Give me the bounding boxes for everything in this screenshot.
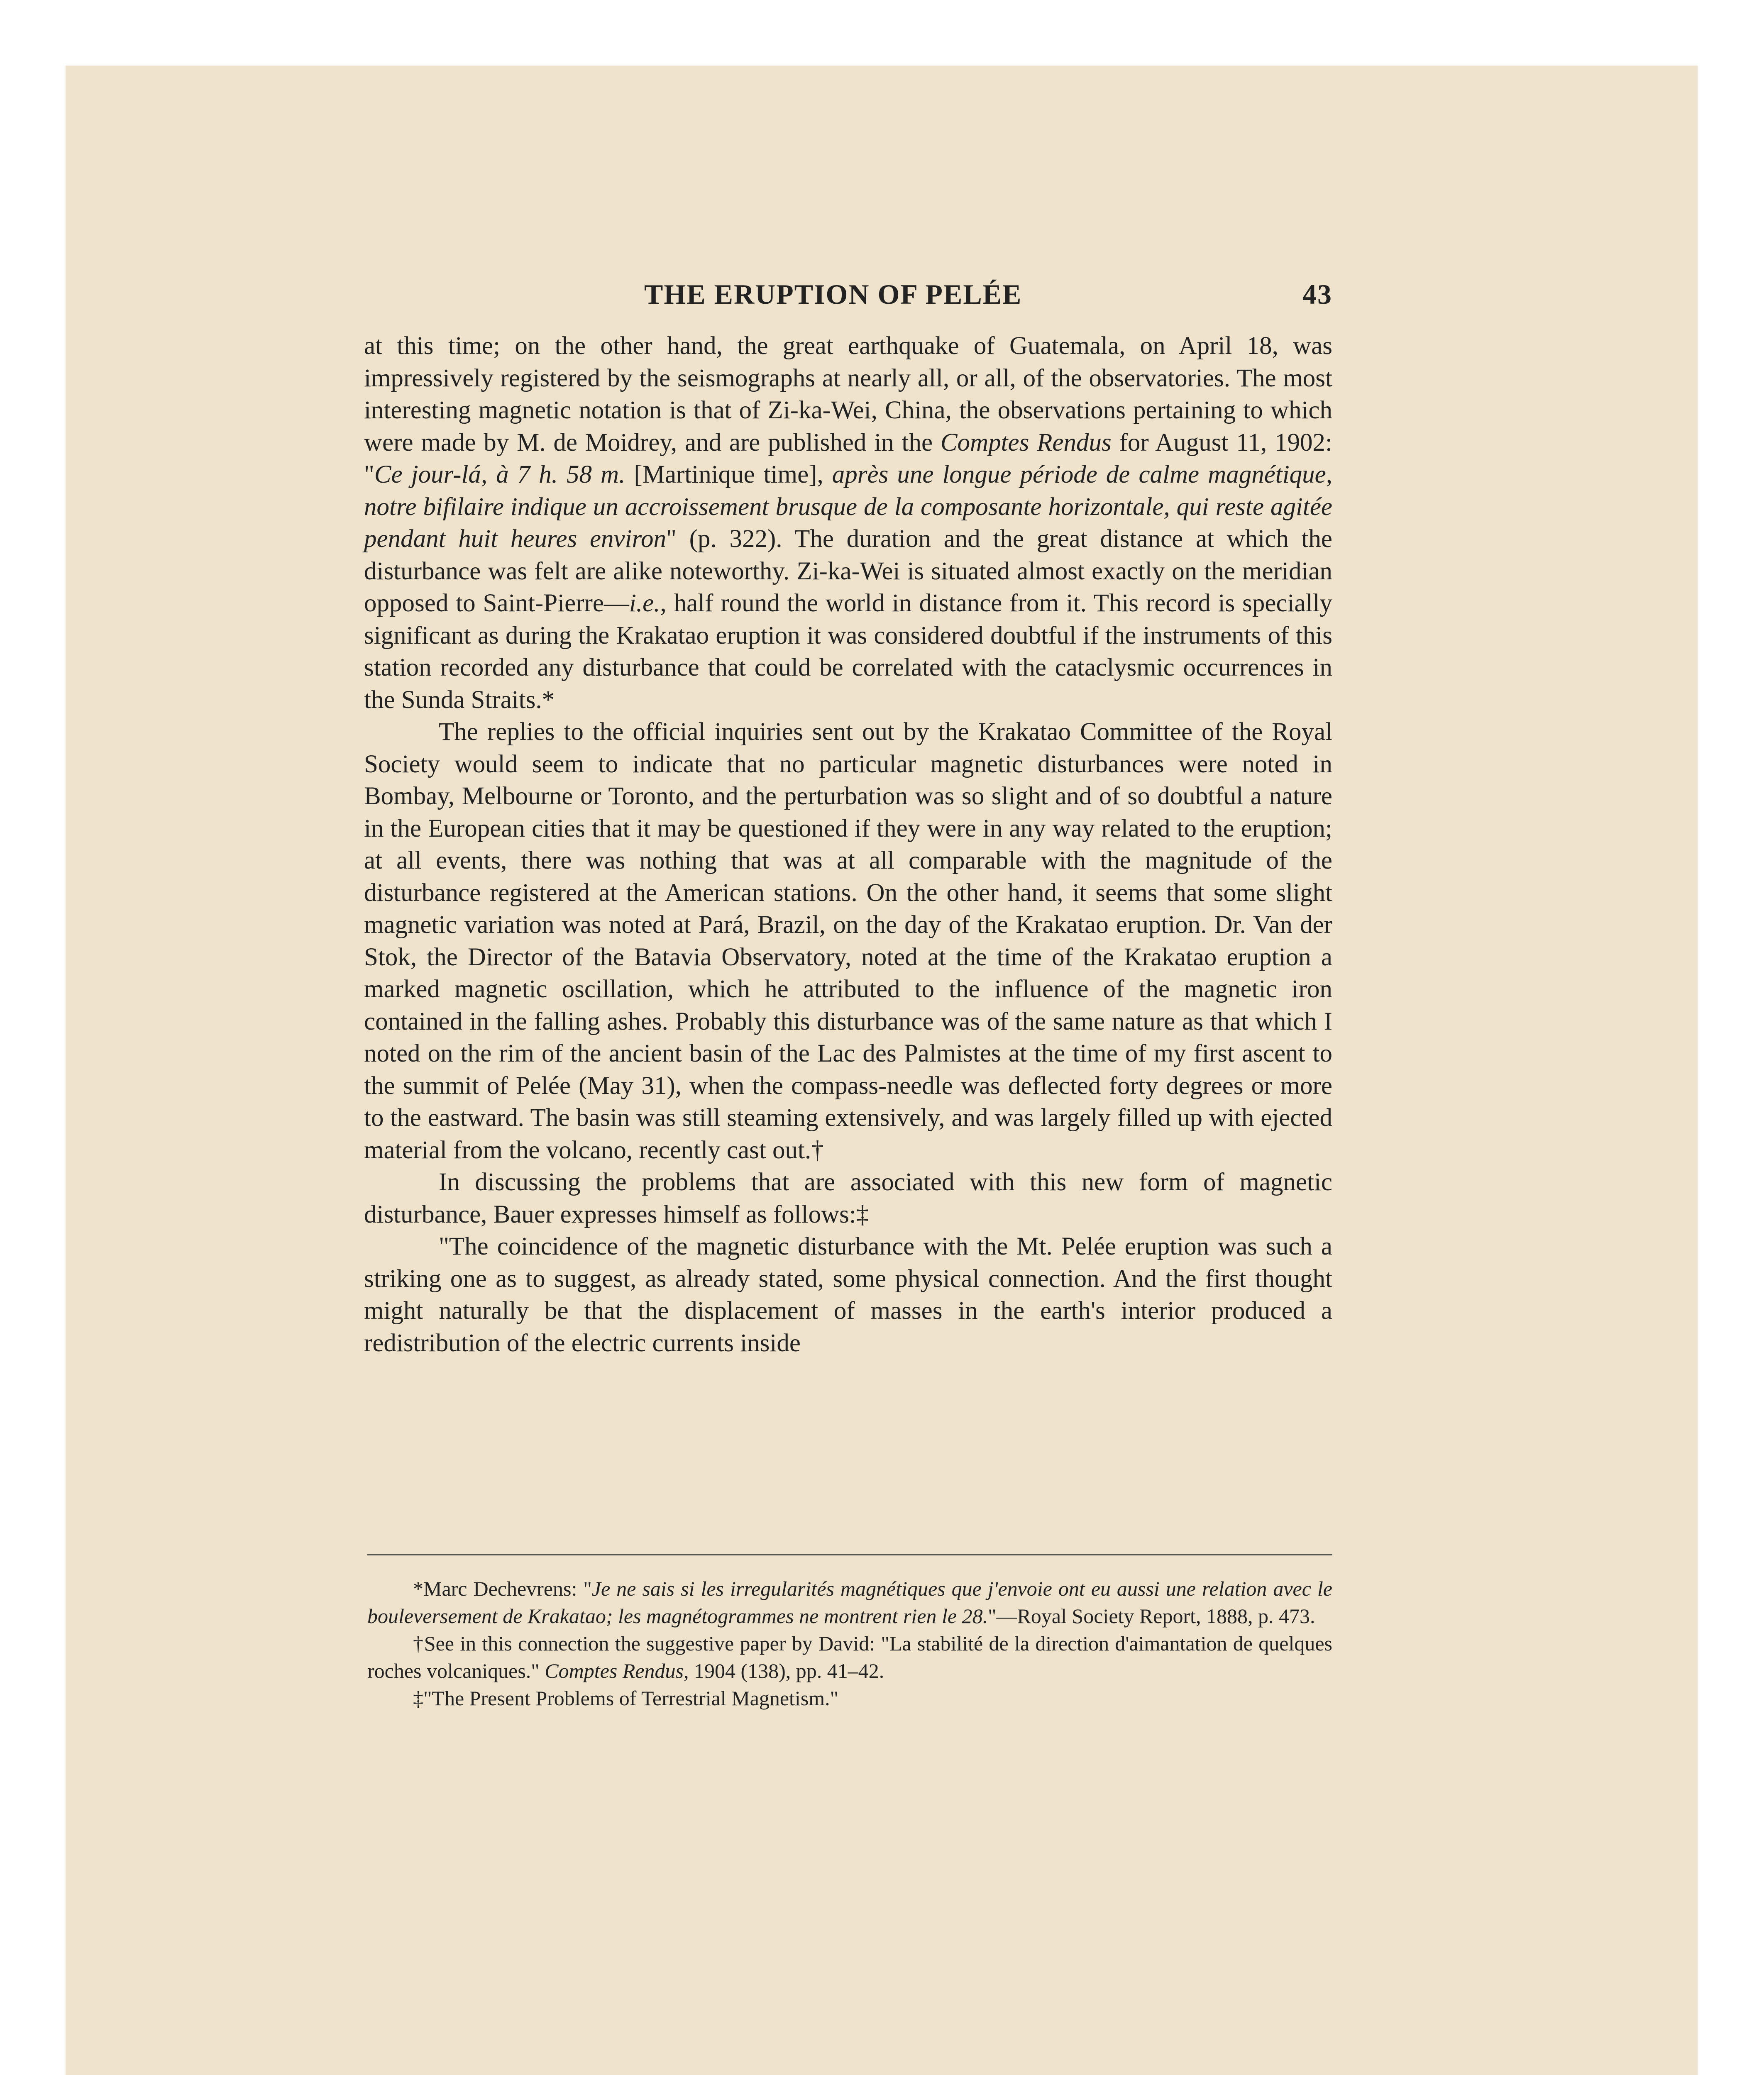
text-run: , half round the world in distance from it. This record is specially significant as during the Krakatao eruption it was considered doubtful if the instruments of this station recorded any disturbance that could be correlated with the cataclysmic occurrences in the Sunda Straits.* — [364, 589, 1332, 714]
text-run: In discussing the problems that are associated with this new form of magnetic disturbance, Bauer expresses himself as follows:‡ — [364, 1168, 1332, 1228]
paragraph — [364, 1166, 1332, 1230]
text-run: "—Royal Society Report, 1888, p. 473. — [988, 1604, 1315, 1628]
footnotes — [367, 1575, 1332, 1712]
text-run: [Martinique time], — [625, 461, 832, 488]
text-run: , 1904 (138), pp. 41–42. — [683, 1659, 884, 1682]
running-header — [295, 274, 1332, 315]
text-run: for August 11, 1902: " — [364, 428, 1332, 488]
paragraph — [364, 330, 1332, 716]
footnote-divider — [367, 1554, 1332, 1555]
paragraph — [364, 716, 1332, 1166]
text-run: †See in this connection the suggestive paper by David: "La stabilité de la direction d'aimantation de quelques roches volcaniques." — [367, 1632, 1332, 1682]
italic-text: i.e. — [629, 589, 660, 617]
italic-text: Je ne sais si les irregularités magnétiques que j'envoie ont eu aussi une relation avec le bouleversement de Krakatao; les magnétogrammes ne montrent rien le 28. — [367, 1577, 1332, 1628]
footnote — [367, 1630, 1332, 1684]
footnote — [367, 1575, 1332, 1630]
text-run: *Marc Dechevrens: " — [413, 1577, 592, 1600]
text-run: "The coincidence of the magnetic disturbance with the Mt. Pelée eruption was such a striking one as to suggest, as already stated, some physical connection. And the first thought might naturally be that the displacement of masses in the earth's interior produced a redistribution of the electric currents inside — [364, 1233, 1332, 1357]
page-number: 43 — [1302, 278, 1332, 310]
italic-text: Comptes Rendus — [545, 1659, 684, 1682]
text-run: at this time; on the other hand, the great earthquake of Guatemala, on April 18, was impressively registered by the seismographs at nearly all, or all, of the observatories. The most interesting magnetic notation is that of Zi-ka-Wei, China, the observations pertaining to which were made by M. de Moidrey, and are published in the — [364, 332, 1332, 456]
italic-text: Ce jour-lá, à 7 h. 58 m. — [374, 461, 625, 488]
text-run: " (p. 322). The duration and the great distance at which the disturbance was felt are alike noteworthy. Zi-ka-Wei is situated almost exactly on the meridian opposed to Saint-Pierre— — [364, 525, 1333, 617]
italic-text: Comptes Rendus — [940, 428, 1112, 456]
italic-text: après une longue période de calme magnétique, notre bifilaire indique un accroissement brusque de la composante horizontale, qui reste agitée pendant huit heures environ — [364, 461, 1332, 553]
body-text — [364, 330, 1332, 1359]
paragraph — [364, 1230, 1332, 1359]
text-run: The replies to the official inquiries sent out by the Krakatao Committee of the Royal Society would seem to indicate that no particular magnetic disturbances were noted in Bombay, Melbourne or Toronto, and the perturbation was so slight and of so doubtful a nature in the European cities that it may be questioned if they were in any way related to the eruption; at all events, there was nothing that was at all comparable with the magnitude of the disturbance registered at the American stations. On the other hand, it seems that some slight magnetic variation was noted at Pará, Brazil, on the day of the Krakatao eruption. Dr. Van der Stok, the Director of the Batavia Observatory, noted at the time of the Krakatao eruption a marked magnetic oscillation, which he attributed to the influence of the magnetic iron contained in the falling ashes. Probably this disturbance was of the same nature as that which I noted on the rim of the ancient basin of the Lac des Palmistes at the time of my first ascent to the summit of Pelée (May 31), when the compass-needle was deflected forty degrees or more to the eastward. The basin was still steaming extensively, and was largely filled up with ejected material from the volcano, recently cast out.† — [364, 718, 1332, 1164]
page-title: THE ERUPTION OF PELÉE — [644, 278, 1022, 310]
text-run: ‡"The Present Problems of Terrestrial Magnetism." — [413, 1687, 839, 1710]
footnote — [367, 1684, 1332, 1712]
